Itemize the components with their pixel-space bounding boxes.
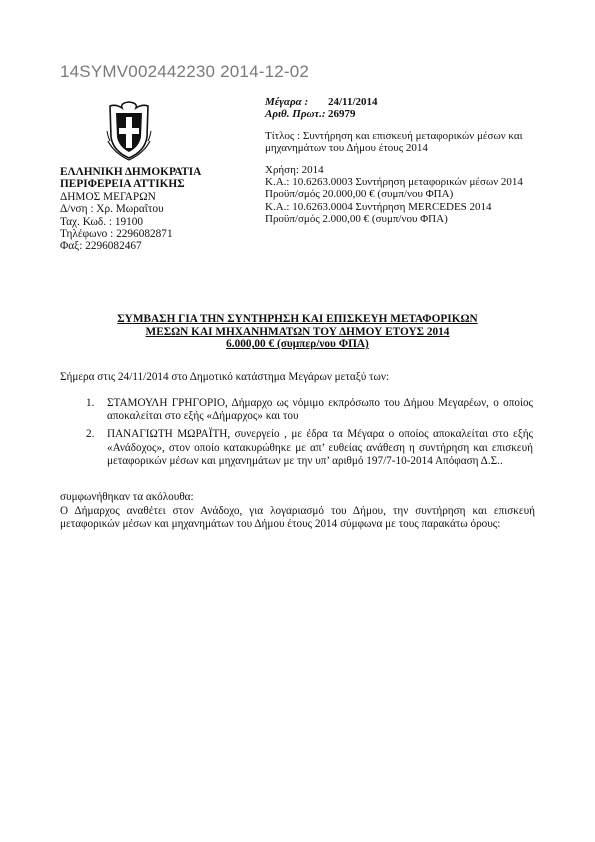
- greek-coat-of-arms-icon: [104, 101, 154, 161]
- document-stamp: 14SYMV002442230 2014-12-02: [60, 62, 310, 81]
- document-meta: [265, 96, 545, 226]
- subject-line: Τίτλος : Συντήρηση και επισκευή μεταφορικών μέσων και μηχανημάτων του Δήμου έτους 2014: [265, 129, 523, 155]
- budget-line: Χρήση: 2014: [265, 163, 324, 176]
- sender-block: [60, 166, 260, 253]
- list-item: [78, 397, 533, 423]
- budget-line: Κ.Α.: 10.6263.0003 Συντήρηση μεταφορικών μέσων 2014: [265, 176, 523, 189]
- budget-line: Κ.Α.: 10.6263.0004 Συντήρηση MERCEDES 2014: [265, 200, 492, 213]
- contract-title: [60, 313, 535, 351]
- title-line: ΜΕΣΩΝ ΚΑΙ ΜΗΧΑΝΗΜΑΤΩΝ ΤΟΥ ΔΗΜΟΥ ΕΤΟΥΣ 2014: [145, 325, 450, 338]
- parties-list: [78, 397, 533, 473]
- date-field: [265, 96, 545, 108]
- budget-line: Προϋπ/σμός 20.000,00 € (συμπ/νου ΦΠΑ): [265, 188, 454, 201]
- sender-fax: Φαξ: 2296082467: [60, 240, 142, 253]
- list-number: 2.: [86, 428, 95, 441]
- list-number: 1.: [86, 397, 95, 409]
- list-item: [78, 428, 533, 468]
- closing-paragraph: Ο Δήμαρχος αναθέτει στον Ανάδοχο, για λογαριασμό του Δήμου, την συντήρηση και επισκευή μεταφορικών μέσων και μηχανημάτων του Δήμου έτους 2014 σύμφωνα με τους παρακάτω όρους:: [60, 505, 535, 531]
- sender-municipality: ΔΗΜΟΣ ΜΕΓΑΡΩΝ: [60, 190, 156, 203]
- budget-block: [265, 164, 545, 226]
- sender-postal-code: Ταχ. Κωδ. : 19100: [60, 215, 144, 228]
- protocol-value: 26979: [328, 108, 356, 121]
- sender-region: ΠΕΡΙΦΕΡΕΙΑ ΑΤΤΙΚΗΣ: [60, 178, 185, 191]
- title-line: ΣΥΜΒΑΣΗ ΓΙΑ ΤΗΝ ΣΥΝΤΗΡΗΣΗ ΚΑΙ ΕΠΙΣΚΕΥΗ ΜΕΤΑΦΟΡΙΚΩΝ: [117, 313, 478, 325]
- agreed-line: συμφωνήθηκαν τα ακόλουθα:: [60, 491, 194, 503]
- date-label: Μέγαρα :: [265, 96, 309, 108]
- sender-republic: ΕΛΛΗΝΙΚΗ ΔΗΜΟΚΡΑΤΙΑ: [60, 166, 202, 178]
- protocol-label: Αριθ. Πρωτ.:: [265, 108, 326, 121]
- date-value: 24/11/2014: [328, 96, 378, 108]
- sender-address: Δ/νση : Χρ. Μωραΐτου: [60, 203, 164, 216]
- list-text: ΠΑΝΑΓΙΩΤΗ ΜΩΡΑΪΤΗ, συνεργείο , με έδρα τα Μέγαρα ο οποίος αποκαλείται στο εξής «Ανάδοχος», στον οποίο κατακυρώθηκε με απ’ ευθείας ανάθεση η συντήρηση και επισκευή μεταφορικών μέσων και μηχανημάτων με την υπ’ αριθμό 197/7-10-2014 Απόφαση Δ.Σ..: [107, 428, 533, 467]
- sender-phone: Τηλέφωνο : 2296082871: [60, 228, 173, 241]
- protocol-field: [265, 108, 545, 120]
- budget-line: Προϋπ/σμός 2.000,00 € (συμπ/νου ΦΠΑ): [265, 213, 448, 226]
- list-text: ΣΤΑΜΟΥΛΗ ΓΡΗΓΟΡΙΟ, Δήμαρχο ως νόμιμο εκπρόσωπο του Δήμου Μεγαρέων, ο οποίος αποκαλείται στο εξής «Δήμαρχος» και του: [107, 397, 533, 423]
- intro-paragraph: Σήμερα στις 24/11/2014 στο Δημοτικό κατάστημα Μεγάρων μεταξύ των:: [60, 371, 390, 383]
- title-amount: 6.000,00 € (συμπερ/νου ΦΠΑ): [226, 338, 369, 351]
